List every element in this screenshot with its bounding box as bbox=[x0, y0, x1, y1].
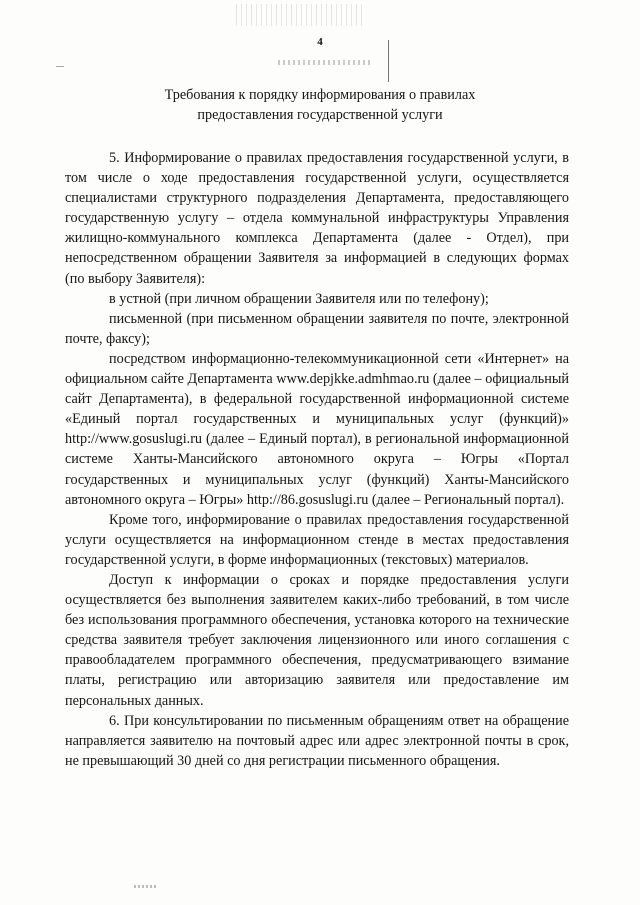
paragraph-oral: в устной (при личном обращении Заявителя или по телефону); bbox=[109, 290, 489, 307]
scan-artifact-top bbox=[236, 4, 366, 26]
scan-artifact-bottom bbox=[134, 885, 156, 888]
scan-artifact-margin bbox=[56, 66, 64, 67]
page-number: 4 bbox=[317, 36, 323, 48]
scan-artifact-header bbox=[278, 60, 370, 65]
section-title bbox=[60, 85, 580, 125]
paragraph-6: 6. При консультировании по письменным обращениям ответ на обращение направляется заявителю на почтовый адрес или адрес электронной почты в срок, не превышающий 30 дней со дня регистрации письменного обращения. bbox=[65, 712, 569, 769]
paragraph-access: Доступ к информации о сроках и порядке предоставления услуги осуществляется без выполнения заявителем каких-либо требований, в том числе без использования программного обеспечения, установка которого на технические средства заявителя требует заключения лицензионного или иного соглашения с правообладателем программного обеспечения, предусматривающего взимание платы, регистрацию или авторизацию заявителя или предоставление им персональных данных. bbox=[65, 571, 569, 709]
section-title-line-1: Требования к порядку информирования о правилах bbox=[164, 87, 476, 103]
document-body bbox=[65, 148, 569, 771]
paragraph-stand: Кроме того, информирование о правилах предоставления государственной услуги осуществляется на информационном стенде в местах предоставления государственной услуги, в форме информационных (текстовых) материалов. bbox=[65, 511, 569, 568]
paragraph-internet: посредством информационно-телекоммуникационной сети «Интернет» на официальном сайте Департамента www.depjkke.admhmao.ru (далее – официальный сайт Департамента), в федеральной государственной информационной системе «Единый портал государственных и муниципальных услуг (функций)» http://www.gosuslugi.ru (далее – Единый портал), в региональной информационной системе Ханты-Мансийского автономного округа – Югры «Портал государственных и муниципальных услуг (функций) Ханты-Мансийского автономного округа – Югры» http://86.gosuslugi.ru (далее – Региональный портал). bbox=[65, 350, 569, 508]
paragraph-written: письменной (при письменном обращении заявителя по почте, электронной почте, факсу); bbox=[65, 310, 569, 347]
section-title-line-2: предоставления государственной услуги bbox=[197, 107, 443, 123]
paragraph-5: 5. Информирование о правилах предоставления государственной услуги, в том числе о ходе предоставления государственной услуги, осуществляется специалистами структурного подразделения Департамента, предоставляющего государственную услугу – отдела коммунальной инфраструктуры Управления жилищно-коммунального комплекса Департамента (далее - Отдел), при непосредственном обращении Заявителя за информацией в следующих формах (по выбору Заявителя): bbox=[65, 150, 569, 287]
